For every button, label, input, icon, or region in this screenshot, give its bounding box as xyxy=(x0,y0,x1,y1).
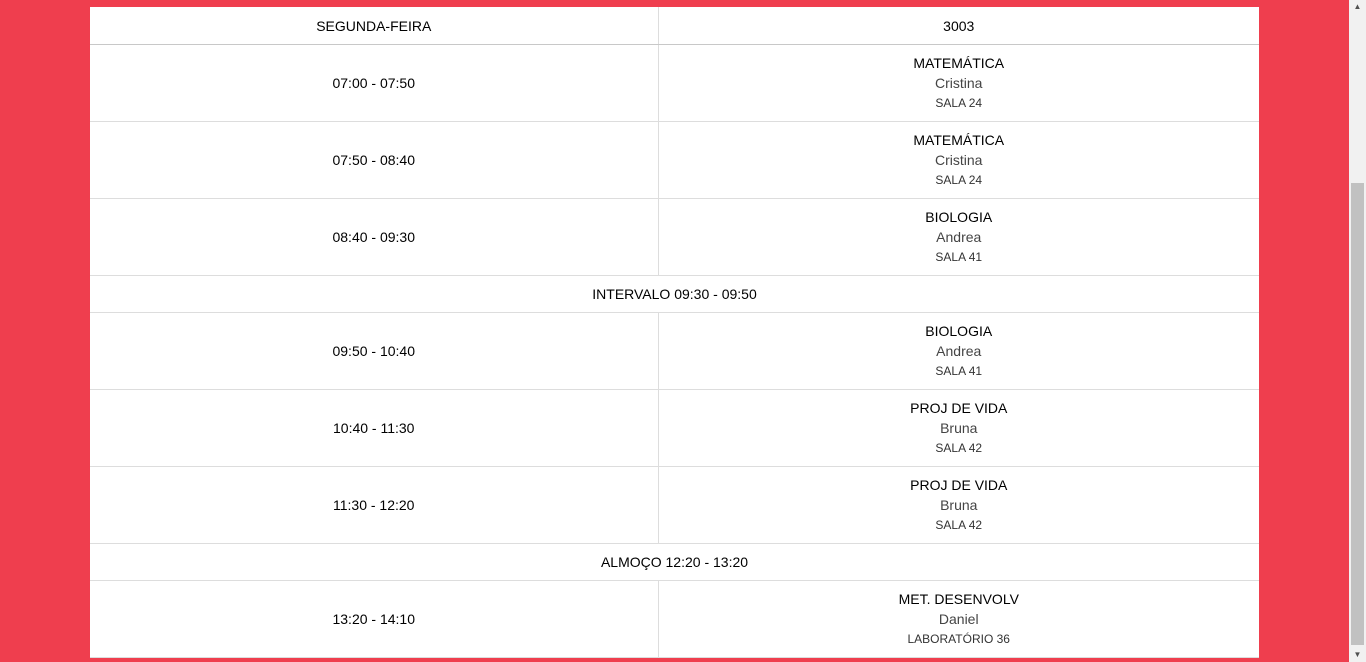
scroll-up-arrow-icon[interactable]: ▲ xyxy=(1353,2,1362,11)
schedule-header-row xyxy=(90,7,1259,45)
time-slot: 11:30 - 12:20 xyxy=(90,467,658,544)
teacher-name: Bruna xyxy=(940,497,978,513)
lesson-row xyxy=(90,390,1259,467)
lesson-row xyxy=(90,467,1259,544)
subject-name: PROJ DE VIDA xyxy=(910,400,1008,416)
room-name: SALA 41 xyxy=(935,364,983,378)
lesson-row xyxy=(90,581,1259,658)
lesson-cell xyxy=(658,581,1259,658)
break-row xyxy=(90,276,1259,313)
lesson-cell xyxy=(658,45,1259,122)
teacher-name: Cristina xyxy=(935,75,983,91)
scroll-down-arrow-icon[interactable]: ▼ xyxy=(1353,650,1362,659)
subject-name: MET. DESENVOLV xyxy=(898,591,1019,607)
teacher-name: Andrea xyxy=(936,229,982,245)
lesson-cell xyxy=(658,390,1259,467)
class-header: 3003 xyxy=(658,7,1259,45)
time-slot: 10:40 - 11:30 xyxy=(90,390,658,467)
time-slot: 13:20 - 14:10 xyxy=(90,581,658,658)
room-name: LABORATÓRIO 36 xyxy=(907,632,1010,646)
lesson-row xyxy=(90,122,1259,199)
day-header: SEGUNDA-FEIRA xyxy=(90,7,658,45)
subject-name: MATEMÁTICA xyxy=(913,132,1005,148)
lesson-row xyxy=(90,199,1259,276)
teacher-name: Cristina xyxy=(935,152,983,168)
time-slot: 07:50 - 08:40 xyxy=(90,122,658,199)
lesson-cell xyxy=(658,122,1259,199)
lesson-cell xyxy=(658,467,1259,544)
subject-name: BIOLOGIA xyxy=(925,209,993,225)
page-scrollbar[interactable] xyxy=(1349,0,1366,662)
teacher-name: Bruna xyxy=(940,420,978,436)
scroll-thumb[interactable] xyxy=(1351,183,1364,645)
room-name: SALA 42 xyxy=(935,518,983,532)
subject-name: BIOLOGIA xyxy=(925,323,993,339)
lesson-row xyxy=(90,45,1259,122)
lesson-cell xyxy=(658,313,1259,390)
subject-name: PROJ DE VIDA xyxy=(910,477,1008,493)
room-name: SALA 41 xyxy=(935,250,983,264)
schedule-table xyxy=(90,7,1259,658)
lesson-row xyxy=(90,313,1259,390)
room-name: SALA 42 xyxy=(935,441,983,455)
teacher-name: Andrea xyxy=(936,343,982,359)
time-slot: 08:40 - 09:30 xyxy=(90,199,658,276)
schedule-card xyxy=(90,7,1259,658)
room-name: SALA 24 xyxy=(935,173,983,187)
subject-name: MATEMÁTICA xyxy=(913,55,1005,71)
teacher-name: Daniel xyxy=(938,611,979,627)
break-label: INTERVALO 09:30 - 09:50 xyxy=(90,276,1259,313)
room-name: SALA 24 xyxy=(935,96,983,110)
lesson-cell xyxy=(658,199,1259,276)
time-slot: 07:00 - 07:50 xyxy=(90,45,658,122)
break-label: ALMOÇO 12:20 - 13:20 xyxy=(90,544,1259,581)
break-row xyxy=(90,544,1259,581)
time-slot: 09:50 - 10:40 xyxy=(90,313,658,390)
